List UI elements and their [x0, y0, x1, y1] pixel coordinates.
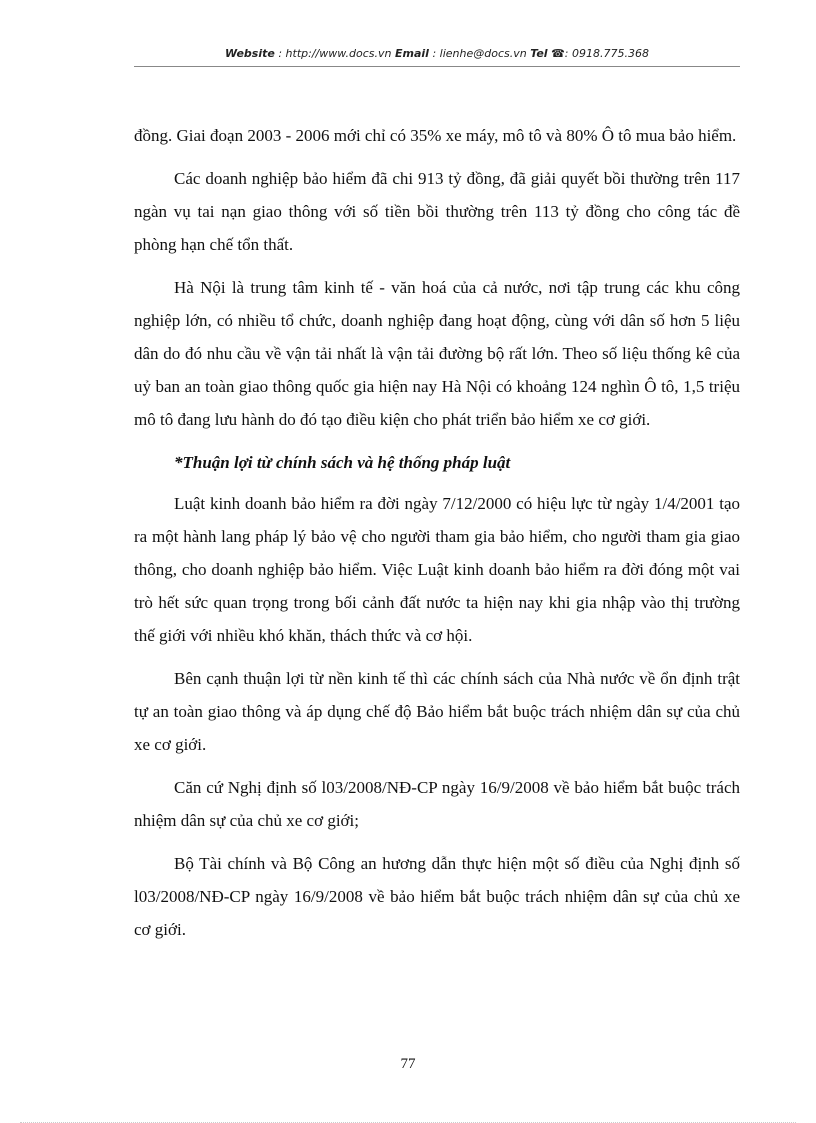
section-heading: *Thuận lợi từ chính sách và hệ thống pháp luật [174, 453, 511, 472]
page-number: 77 [400, 1056, 416, 1072]
tel-value: : 0918.775.368 [564, 47, 649, 60]
website-label: Website [225, 47, 275, 60]
paragraph-2: Các doanh nghiệp bảo hiểm đã chi 913 tỷ đồng, đã giải quyết bồi thường trên 117 ngàn vụ tai nạn giao thông với số tiền bồi thường trên 113 tỷ đồng cho công tác đề phòng hạn chế tổn thất. [134, 169, 740, 254]
paragraph-1: đồng. Giai đoạn 2003 - 2006 mới chỉ có 35% xe máy, mô tô và 80% Ô tô mua bảo hiểm. [134, 126, 737, 145]
email-label: Email [395, 47, 429, 60]
page-header [134, 47, 740, 60]
phone-icon: ☎ [551, 47, 565, 60]
header-divider [134, 66, 740, 67]
paragraph-6: Căn cứ Nghị định số l03/2008/NĐ-CP ngày 16/9/2008 về bảo hiểm bắt buộc trách nhiệm dân sự của chủ xe cơ giới; [134, 778, 740, 830]
paragraph-4: Luật kinh doanh bảo hiểm ra đời ngày 7/12/2000 có hiệu lực từ ngày 1/4/2001 tạo ra một hành lang pháp lý bảo vệ cho người tham gia bảo hiểm, cho người tham gia giao thông, cho doanh nghiệp bảo hiểm. Việc Luật kinh doanh bảo hiểm ra đời đóng một vai trò hết sức quan trọng trong bối cảnh đất nước ta hiện nay khi gia nhập vào thị trường thế giới với nhiều khó khăn, thách thức và cơ hội. [134, 494, 740, 645]
email-value: : lienhe@docs.vn [432, 47, 527, 60]
tel-label: Tel [530, 47, 548, 60]
paragraph-5: Bên cạnh thuận lợi từ nền kinh tế thì các chính sách của Nhà nước về ổn định trật tự an toàn giao thông và áp dụng chế độ Bảo hiểm bắt buộc trách nhiệm dân sự của chủ xe cơ giới. [134, 669, 740, 754]
paragraph-3: Hà Nội là trung tâm kinh tế - văn hoá của cả nước, nơi tập trung các khu công nghiệp lớn, có nhiều tổ chức, doanh nghiệp đang hoạt động, cùng với dân số hơn 5 liệu dân do đó nhu cầu về vận tải nhất là vận tải đường bộ rất lớn. Theo số liệu thống kê của uỷ ban an toàn giao thông quốc gia hiện nay Hà Nội có khoảng 124 nghìn Ô tô, 1,5 triệu mô tô đang lưu hành do đó tạo điều kiện cho phát triển bảo hiểm xe cơ giới. [134, 278, 740, 429]
website-value: : http://www.docs.vn [278, 47, 392, 60]
document-body [134, 119, 740, 956]
paragraph-7: Bộ Tài chính và Bộ Công an hương dẫn thực hiện một số điều của Nghị định số l03/2008/NĐ-CP ngày 16/9/2008 về bảo hiểm bắt buộc trách nhiệm dân sự của chủ xe cơ giới. [134, 854, 740, 939]
